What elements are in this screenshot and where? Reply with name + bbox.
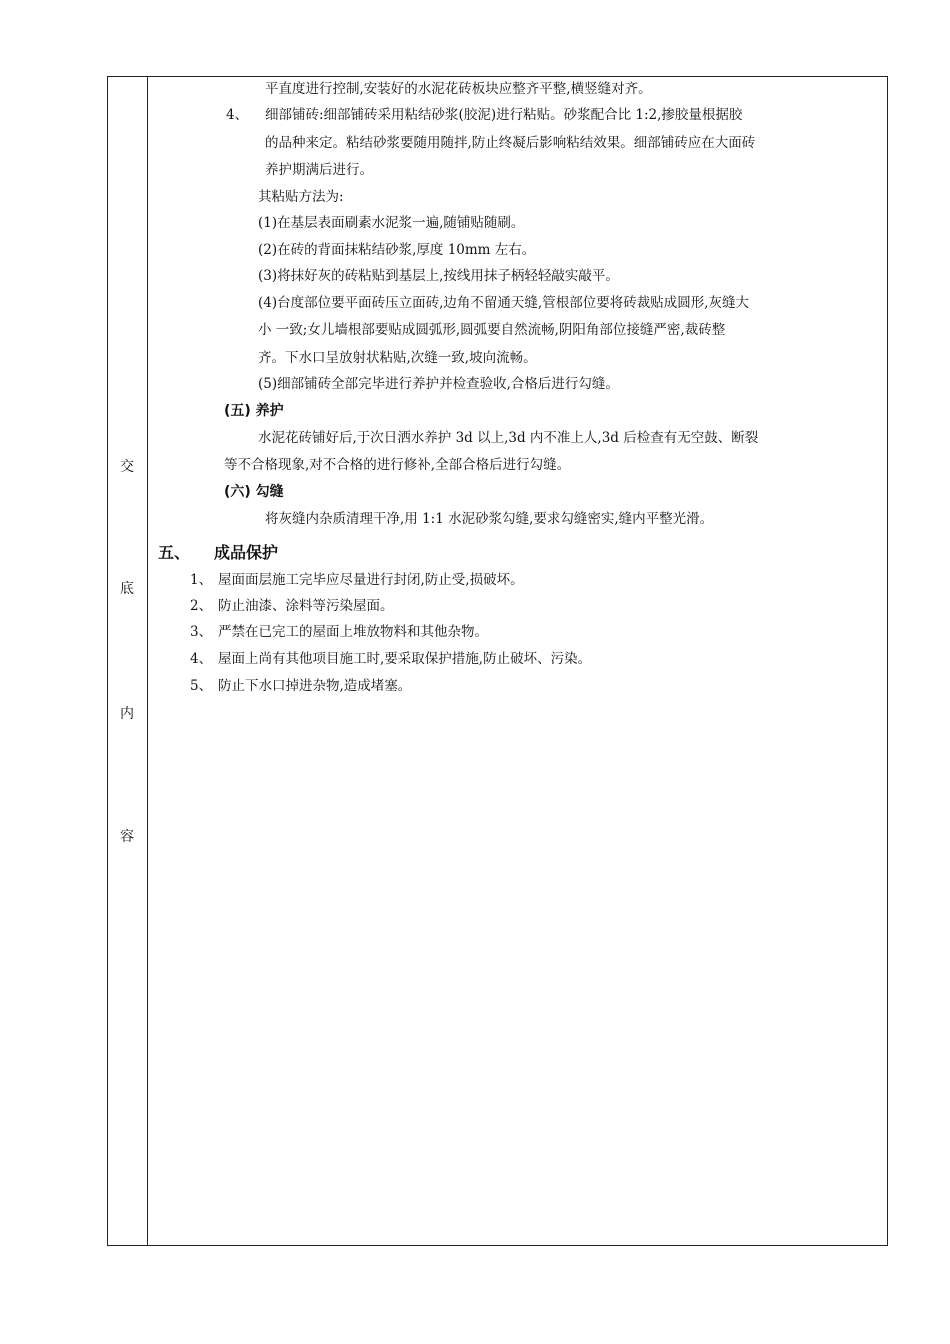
text-line: (2)在砖的背面抹粘结砂浆,厚度 10mm 左右。 (258, 242, 536, 258)
text-line: (3)将抹好灰的砖粘贴到基层上,按线用抹子柄轻轻敲实敲平。 (258, 268, 619, 284)
text-line: 平直度进行控制,安装好的水泥花砖板块应整齐平整,横竖缝对齐。 (265, 81, 652, 97)
section-heading: (五) 养护 (224, 403, 284, 419)
side-label-char-1: 交 (120, 459, 134, 475)
text-line: (1)在基层表面刷素水泥浆一遍,随铺贴随刷。 (258, 215, 525, 231)
section-heading: (六) 勾缝 (224, 484, 284, 500)
part-heading-title: 成品保护 (214, 543, 279, 562)
protect-item-text: 防止油漆、涂料等污染屋面。 (218, 598, 394, 614)
item-number: 4、 (226, 107, 249, 123)
text-line: 齐。下水口呈放射状粘贴,次缝一致,坡向流畅。 (258, 350, 537, 366)
column-divider (147, 76, 148, 1246)
protect-item-number: 1、 (190, 572, 213, 588)
text-line: 细部铺砖:细部铺砖采用粘结砂浆(胶泥)进行粘贴。砂浆配合比 1:2,掺胶量根据胶 (265, 107, 743, 123)
text-line: (4)台度部位要平面砖压立面砖,边角不留通天缝,管根部位要将砖裁贴成圆形,灰缝大 (258, 295, 749, 311)
text-line: 的品种来定。粘结砂浆要随用随拌,防止终凝后影响粘结效果。细部铺砖应在大面砖 (265, 135, 756, 151)
protect-item-number: 4、 (190, 651, 213, 667)
part-heading-number: 五、 (158, 543, 191, 562)
text-line: 其粘贴方法为: (258, 189, 344, 205)
protect-item-text: 防止下水口掉进杂物,造成堵塞。 (218, 678, 412, 694)
side-label-char-3: 内 (120, 706, 134, 722)
protect-item-text: 严禁在已完工的屋面上堆放物料和其他杂物。 (218, 624, 488, 640)
text-line: 养护期满后进行。 (265, 162, 373, 178)
protect-item-number: 2、 (190, 598, 213, 614)
text-line: (5)细部铺砖全部完毕进行养护并检查验收,合格后进行勾缝。 (258, 376, 619, 392)
protect-item-number: 5、 (190, 678, 213, 694)
protect-item-text: 屋面上尚有其他项目施工时,要采取保护措施,防止破坏、污染。 (218, 651, 592, 667)
protect-item-text: 屋面面层施工完毕应尽量进行封闭,防止受,损破坏。 (218, 572, 524, 588)
text-line: 等不合格现象,对不合格的进行修补,全部合格后进行勾缝。 (224, 457, 571, 473)
protect-item-number: 3、 (190, 624, 213, 640)
text-line: 将灰缝内杂质清理干净,用 1:1 水泥砂浆勾缝,要求勾缝密实,缝内平整光滑。 (265, 511, 714, 527)
side-label-char-2: 底 (120, 581, 134, 597)
text-line: 水泥花砖铺好后,于次日洒水养护 3d 以上,3d 内不准上人,3d 后检查有无空鼓、断裂 (258, 430, 759, 446)
text-line: 小 一致;女儿墙根部要贴成圆弧形,圆弧要自然流畅,阴阳角部位接缝严密,裁砖整 (258, 322, 726, 338)
side-label-char-4: 容 (120, 829, 134, 845)
